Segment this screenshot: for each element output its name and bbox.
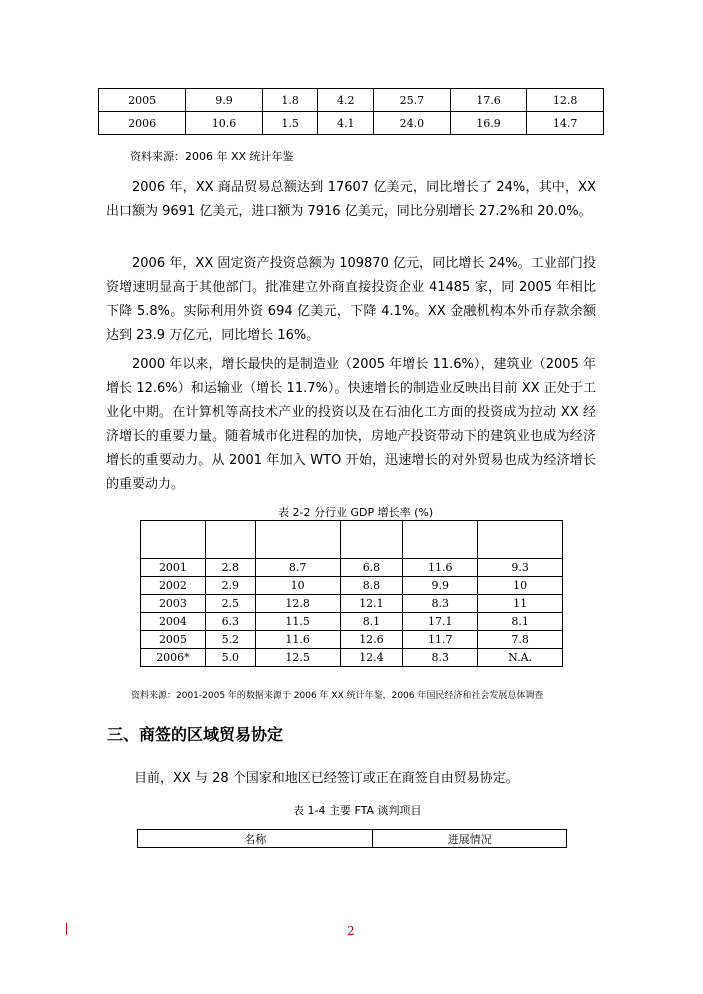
table-cell: 4.1 [318, 112, 374, 135]
section-heading: 三、商签的区域贸易协定 [107, 725, 284, 744]
table-row [99, 89, 604, 112]
table-cell: 2002 [141, 577, 206, 595]
table-cell: 16.9 [450, 112, 527, 135]
table-header-row [138, 830, 567, 848]
table-cell: 11 [478, 595, 563, 613]
table-cell: 12.4 [340, 649, 403, 667]
column-header: 进展情况 [373, 830, 567, 848]
table-cell: 8.1 [340, 613, 403, 631]
table-cell: 12.1 [340, 595, 403, 613]
table-cell: 14.7 [527, 112, 604, 135]
data-table-top [98, 88, 604, 135]
table-cell: 8.8 [340, 577, 403, 595]
table-cell: 5.0 [205, 649, 255, 667]
table-cell: 2.8 [205, 559, 255, 577]
table-cell: 12.8 [527, 89, 604, 112]
table-cell: 2006* [141, 649, 206, 667]
table-cell: 2.5 [205, 595, 255, 613]
table-header-row [141, 521, 563, 559]
paragraph-trade: 2006 年，XX 商品贸易总额达到 17607 亿美元，同比增长了 24%，其中，XX 出口额为 9691 亿美元，进口额为 7916 亿美元，同比分别增长 27.2%和 20.0%。 [106, 180, 596, 219]
table-cell: 1.5 [262, 112, 318, 135]
column-header: 名称 [138, 830, 373, 848]
table-cell: 4.2 [318, 89, 374, 112]
table-source-note-gdp: 资料来源：2001-2005 年的数据来源于 2006 年 XX 统计年鉴，2006 年国民经济和社会发展总体调查 [131, 691, 544, 701]
table-row [141, 649, 563, 667]
table-cell: 2001 [141, 559, 206, 577]
table-cell: 10.6 [186, 112, 263, 135]
table-cell: 11.6 [403, 559, 478, 577]
table-cell: 25.7 [374, 89, 451, 112]
table-row [141, 559, 563, 577]
table-cell: 1.8 [262, 89, 318, 112]
table-cell: 11.7 [403, 631, 478, 649]
table-cell: 9.9 [403, 577, 478, 595]
table-cell: 17.6 [450, 89, 527, 112]
table-source-note: 资料来源：2006 年 XX 统计年鉴 [130, 150, 294, 163]
gdp-growth-table [140, 520, 563, 667]
table-row [141, 613, 563, 631]
table-cell: 11.5 [255, 613, 340, 631]
table-cell: 2005 [141, 631, 206, 649]
table-cell: 24.0 [374, 112, 451, 135]
table-cell: 10 [478, 577, 563, 595]
table-row [141, 631, 563, 649]
table-cell: 8.3 [403, 595, 478, 613]
table-row [141, 595, 563, 613]
fta-table [137, 829, 567, 848]
table-caption-gdp: 表 2-2 分行业 GDP 增长率 (%) [278, 506, 434, 519]
paragraph-investment: 2006 年，XX 固定资产投资总额为 109870 亿元，同比增长 24%。工业部门投资增速明显高于其他部门。批准建立外商直接投资企业 41485 家，同 2005 年相比下降 5.8%。实际利用外资 694 亿美元，下降 4.1%。XX 金融机构本外币存款余额达到 23.9 万亿元，同比增长 16%。 [106, 256, 596, 343]
table-cell: 2006 [99, 112, 186, 135]
table-cell: 10 [255, 577, 340, 595]
table-cell: 5.2 [205, 631, 255, 649]
table-cell: N.A. [478, 649, 563, 667]
table-cell: 12.5 [255, 649, 340, 667]
table-cell: 2005 [99, 89, 186, 112]
table-cell: 7.8 [478, 631, 563, 649]
table-cell: 8.7 [255, 559, 340, 577]
table-cell: 12.6 [340, 631, 403, 649]
table-cell: 6.8 [340, 559, 403, 577]
table-cell: 6.3 [205, 613, 255, 631]
table-cell: 17.1 [403, 613, 478, 631]
section-intro: 目前，XX 与 28 个国家和地区已经签订或正在商签自由贸易协定。 [134, 771, 519, 786]
paragraph-growth: 2000 年以来，增长最快的是制造业（2005 年增长 11.6%），建筑业（2005 年增长 12.6%）和运输业（增长 11.7%）。快速增长的制造业反映出目前 XX 正处于工业化中期。在计算机等高技术产业的投资以及在石油化工方面的投资成为拉动 XX 经济增长的重要力量。随着城市化进程的加快，房地产投资带动下的建筑业也成为经济增长的重要动力。从 2001 年加入 WTO 开始，迅速增长的对外贸易也成为经济增长的重要动力。 [106, 357, 596, 492]
table-cell: 12.8 [255, 595, 340, 613]
table-cell: 11.6 [255, 631, 340, 649]
table-cell: 2.9 [205, 577, 255, 595]
table-cell: 9.3 [478, 559, 563, 577]
table-cell: 9.9 [186, 89, 263, 112]
table-row [141, 577, 563, 595]
table-cell: 8.3 [403, 649, 478, 667]
page-number: 2 [347, 924, 355, 938]
table-row [99, 112, 604, 135]
table-cell: 2003 [141, 595, 206, 613]
table-cell: 8.1 [478, 613, 563, 631]
table-cell: 2004 [141, 613, 206, 631]
margin-marker [66, 923, 67, 935]
table-caption-fta: 表 1-4 主要 FTA 谈判项目 [293, 804, 422, 817]
